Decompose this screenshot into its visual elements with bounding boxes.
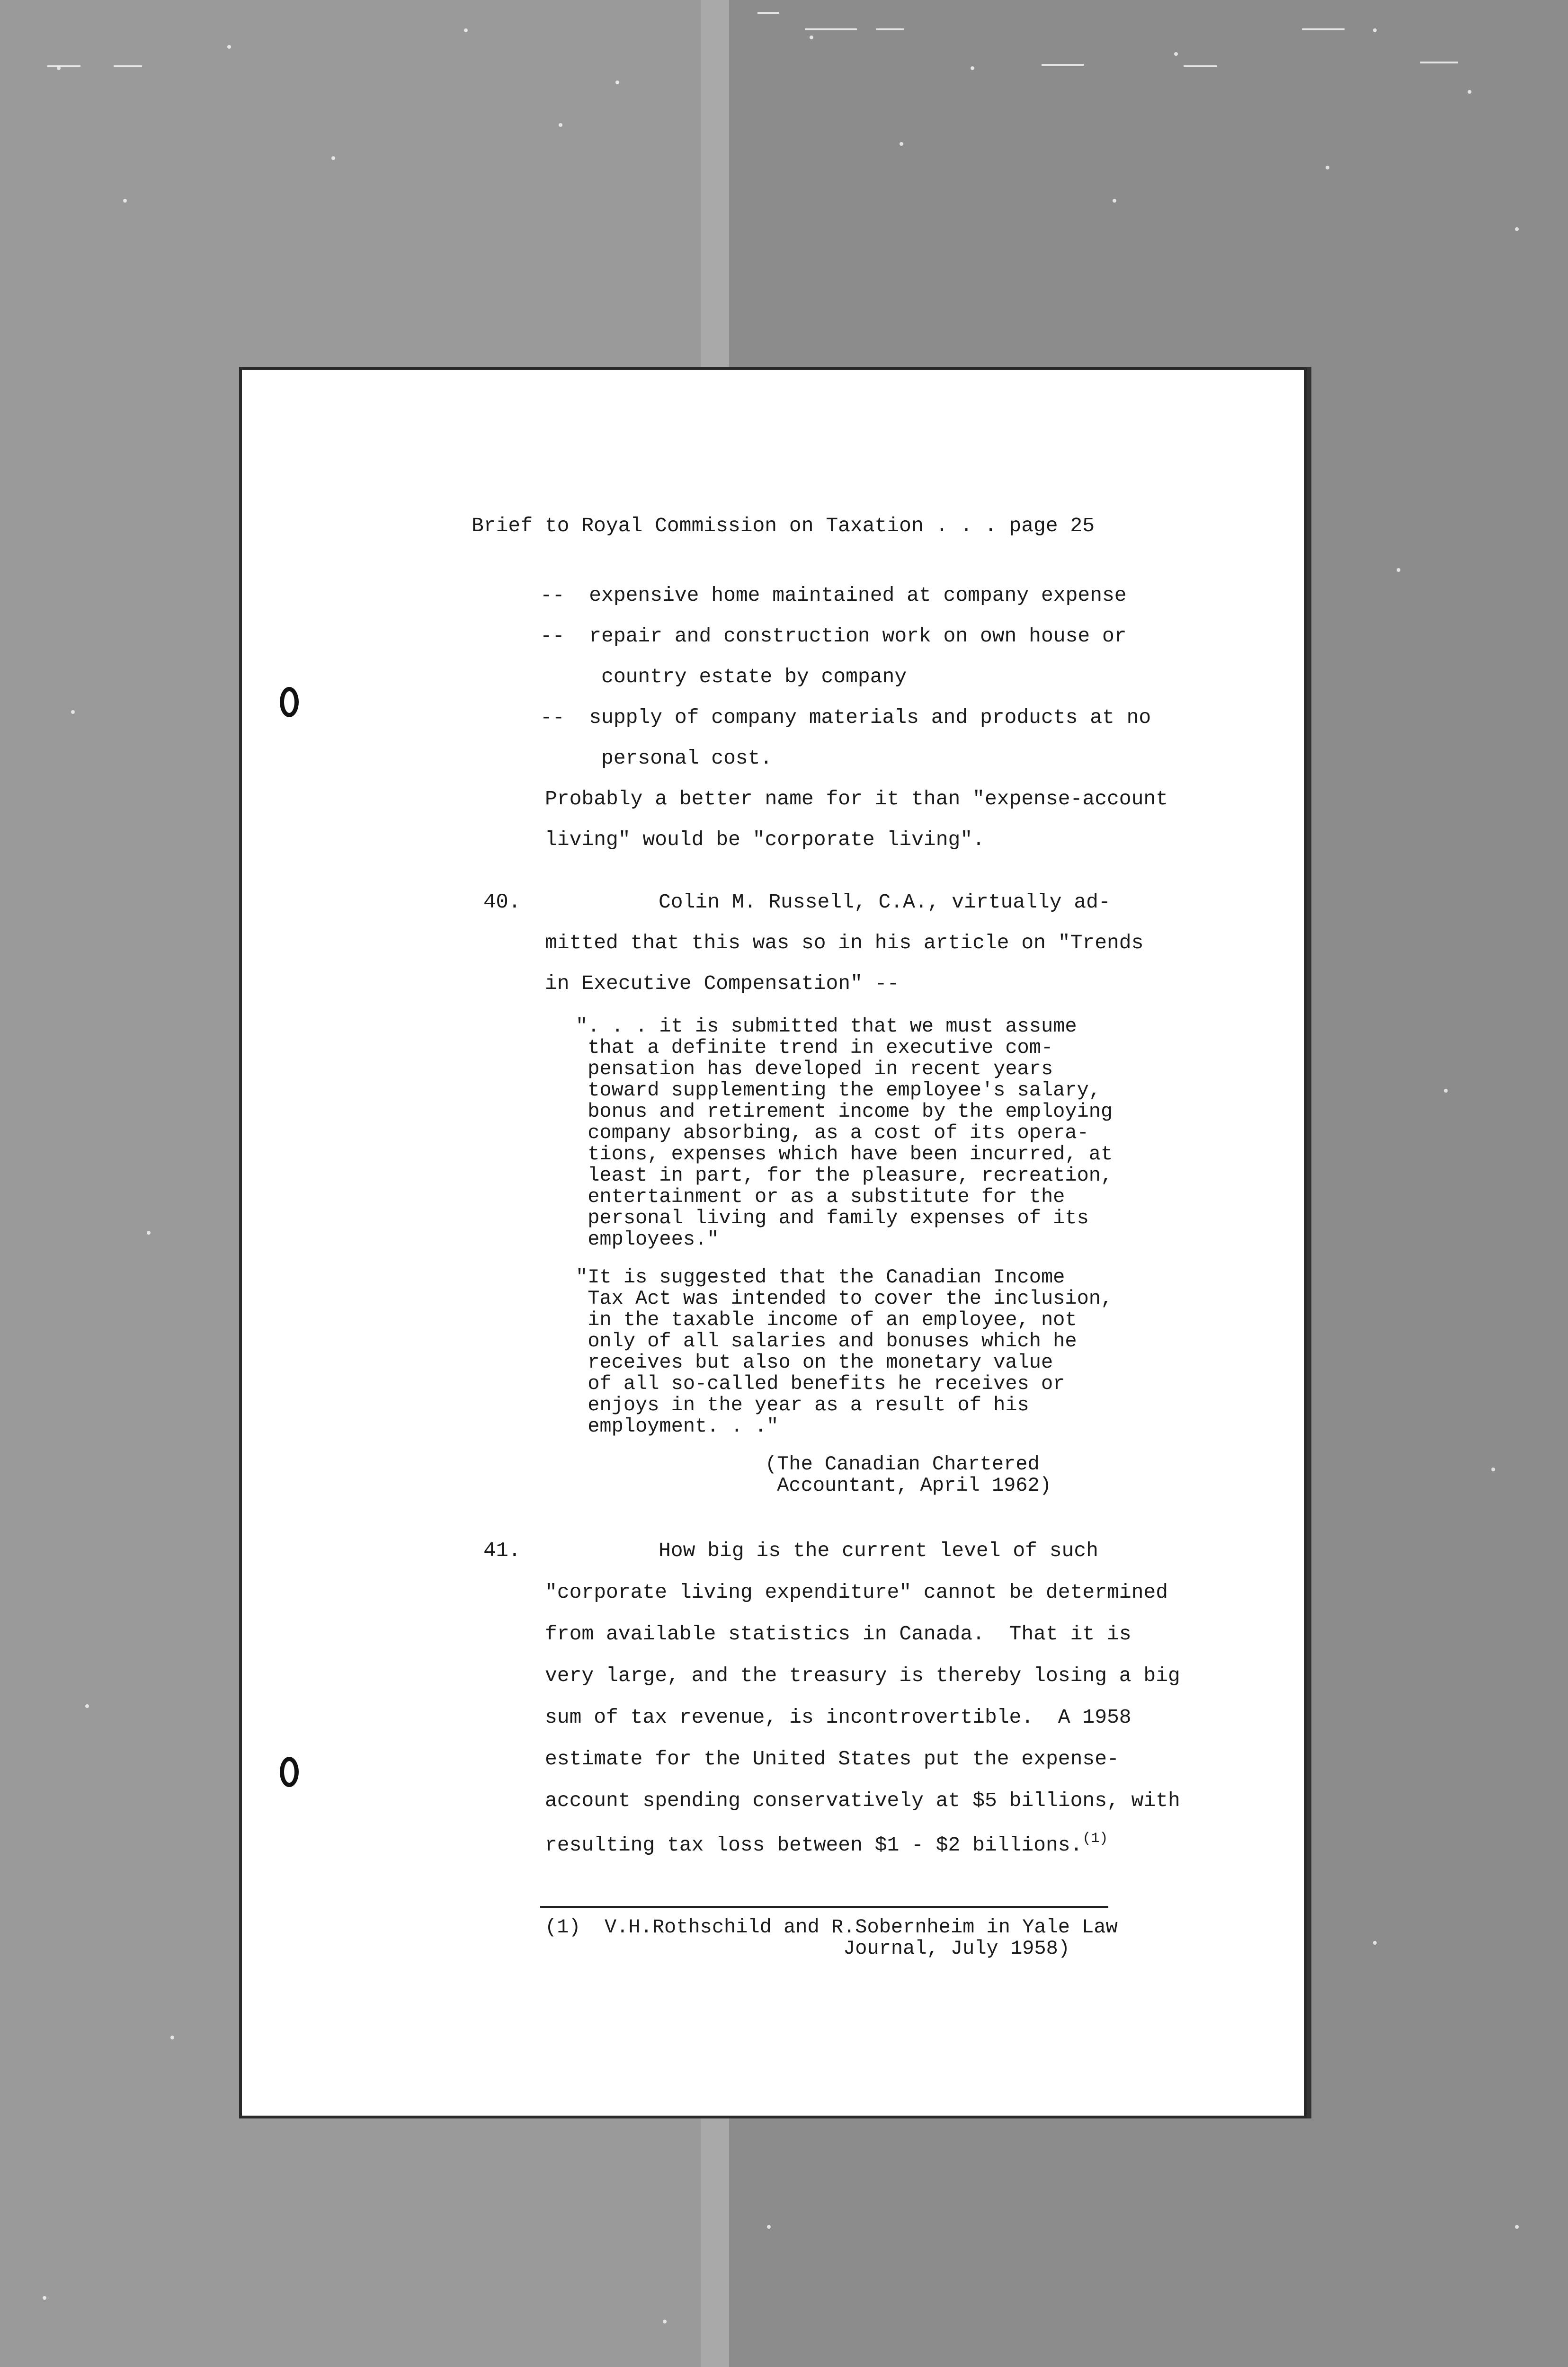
paragraph-line: account spending conservatively at $5 billions, with <box>545 1789 1180 1812</box>
quote-line: employment. . ." <box>576 1415 779 1438</box>
film-speck <box>1491 1468 1495 1471</box>
film-speck <box>1444 1089 1448 1093</box>
bullet-line: personal cost. <box>540 747 773 770</box>
film-speck <box>1174 52 1178 56</box>
footnote-marker: (1) <box>1082 1831 1108 1847</box>
bullet-line: -- expensive home maintained at company expense <box>540 584 1127 607</box>
film-speck <box>227 45 231 49</box>
quote-line: toward supplementing the employee's salary, <box>576 1079 1101 1102</box>
film-speck <box>810 36 813 39</box>
quote-line: receives but also on the monetary value <box>576 1351 1053 1374</box>
citation-line: Accountant, April 1962) <box>765 1474 1051 1497</box>
film-speck <box>900 142 903 146</box>
film-scratch <box>876 28 904 30</box>
quote-line: of all so-called benefits he receives or <box>576 1372 1065 1395</box>
quote-line: tions, expenses which have been incurred, at <box>576 1143 1113 1166</box>
film-scratch <box>1042 64 1084 66</box>
quote-line: "It is suggested that the Canadian Income <box>576 1266 1065 1289</box>
film-speck <box>1515 2225 1519 2229</box>
film-speck <box>1373 1941 1377 1945</box>
film-speck <box>331 156 335 160</box>
paragraph-line: "corporate living expenditure" cannot be determined <box>545 1581 1168 1604</box>
quote-line: Tax Act was intended to cover the inclusion, <box>576 1287 1113 1310</box>
film-speck <box>1113 199 1116 203</box>
film-speck <box>615 80 619 84</box>
bullet-line: -- repair and construction work on own house or <box>540 624 1127 648</box>
quote-line: pensation has developed in recent years <box>576 1058 1053 1080</box>
paragraph-line: estimate for the United States put the expense- <box>545 1747 1119 1771</box>
film-speck <box>147 1231 151 1235</box>
page-header: Brief to Royal Commission on Taxation . . . page 25 <box>472 514 1095 537</box>
paragraph-line: Colin M. Russell, C.A., virtually ad- <box>659 890 1111 914</box>
film-speck <box>1468 90 1471 94</box>
bullet-line: country estate by company <box>540 665 907 688</box>
film-speck <box>559 123 562 127</box>
paragraph-line: living" would be "corporate living". <box>545 828 985 851</box>
film-speck <box>43 2296 46 2300</box>
film-speck <box>1397 568 1400 572</box>
footnote-rule <box>540 1906 1108 1908</box>
paragraph-line-text: resulting tax loss between $1 - $2 billions. <box>545 1833 1083 1857</box>
film-scratch <box>47 65 80 67</box>
quote-line: only of all salaries and bonuses which he <box>576 1330 1077 1353</box>
punch-hole-bottom-icon <box>280 1757 299 1787</box>
punch-hole-top-icon <box>280 687 299 717</box>
quote-line: bonus and retirement income by the employing <box>576 1100 1113 1123</box>
film-scratch <box>1420 62 1458 63</box>
footnote-line: (1) V.H.Rothschild and R.Sobernheim in Yale Law <box>545 1916 1118 1939</box>
quote-line: that a definite trend in executive com- <box>576 1036 1053 1059</box>
film-speck <box>971 66 974 70</box>
film-speck <box>71 710 75 714</box>
film-scratch <box>805 28 857 30</box>
film-speck <box>1515 227 1519 231</box>
film-speck <box>170 2036 174 2039</box>
quote-line: in the taxable income of an employee, not <box>576 1308 1077 1331</box>
paragraph-line <box>545 1831 1108 1857</box>
film-speck <box>85 1704 89 1708</box>
paragraph-line: mitted that this was so in his article on "Trends <box>545 931 1144 954</box>
paragraph-number-41: 41. <box>483 1539 521 1563</box>
film-speck <box>1373 28 1377 32</box>
film-scratch <box>1302 28 1345 30</box>
quote-line: least in part, for the pleasure, recreation, <box>576 1164 1113 1187</box>
citation-line: (The Canadian Chartered <box>765 1453 1040 1476</box>
paragraph-line: very large, and the treasury is thereby losing a big <box>545 1664 1180 1687</box>
quote-line: personal living and family expenses of its <box>576 1207 1089 1229</box>
film-speck <box>663 2320 667 2323</box>
quote-line: company absorbing, as a cost of its opera- <box>576 1121 1089 1144</box>
quote-line: entertainment or as a substitute for the <box>576 1185 1065 1208</box>
film-speck <box>123 199 127 203</box>
film-scratch <box>1184 65 1217 67</box>
paragraph-number-40: 40. <box>483 890 521 914</box>
paragraph-line: from available statistics in Canada. That it is <box>545 1622 1131 1646</box>
film-speck <box>464 28 468 32</box>
film-speck <box>1326 166 1329 169</box>
paragraph-line: sum of tax revenue, is incontrovertible. A 1958 <box>545 1706 1131 1729</box>
film-speck <box>767 2225 771 2229</box>
bullet-line: -- supply of company materials and products at no <box>540 706 1151 729</box>
paragraph-line: Probably a better name for it than "expense-account <box>545 787 1168 810</box>
paragraph-line: in Executive Compensation" -- <box>545 972 900 995</box>
paragraph-line: How big is the current level of such <box>659 1539 1098 1562</box>
footnote-line: Journal, July 1958) <box>545 1937 1070 1960</box>
quote-line: enjoys in the year as a result of his <box>576 1394 1029 1416</box>
film-scratch <box>114 65 142 67</box>
quote-line: employees." <box>576 1228 719 1251</box>
document-page <box>239 367 1307 2118</box>
quote-line: ". . . it is submitted that we must assume <box>576 1015 1077 1038</box>
film-scratch <box>757 12 779 14</box>
